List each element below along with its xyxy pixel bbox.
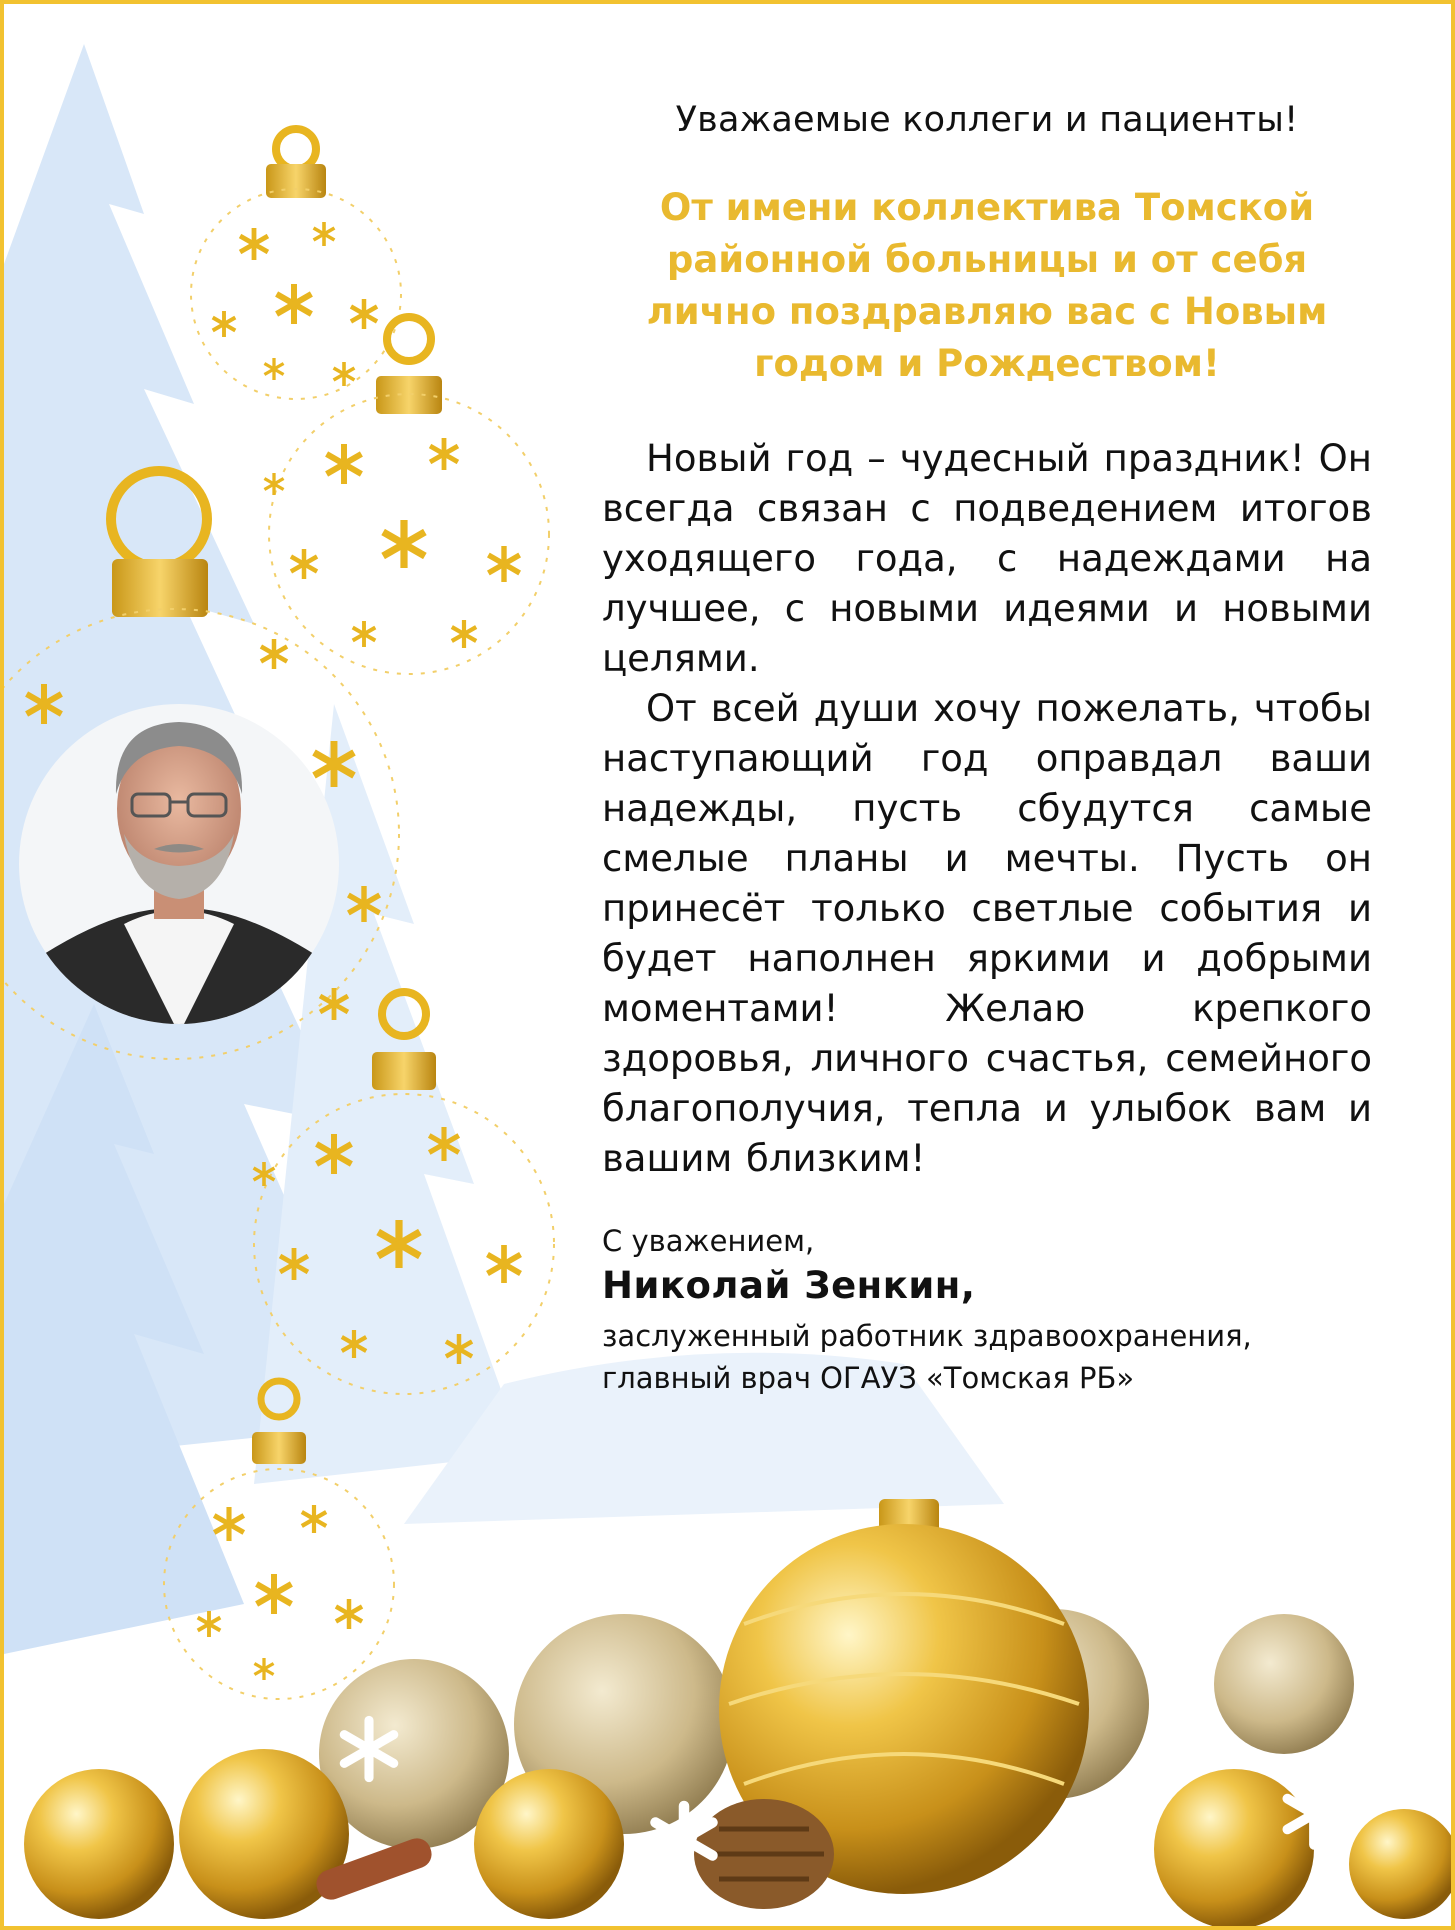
signature-name: Николай Зенкин, [602,1264,976,1307]
signature-title-1: заслуженный работник здравоохранения, [602,1319,1252,1353]
signature-regards: С уважением, [602,1224,815,1258]
paragraph-2: От всей души хочу пожелать, чтобы наступающий год оправдал ваши надежды, пусть сбудутся самые смелые планы и мечты. Пусть он принесёт только светлые события и будет наполнен яркими и добрыми моментами! Желаю крепкого здоровья, личного счастья, семейного благополучия, тепла и улыбок вам и вашим близким! [602,687,1372,1180]
signature-title-2: главный врач ОГАУЗ «Томская РБ» [602,1361,1135,1395]
ornament-top [191,129,401,399]
ornament-second [264,317,549,674]
letter-body [602,434,1372,1184]
paragraph-1: Новый год – чудесный праздник! Он всегда связан с подведением итогов уходящего года, с надеждами на лучшее, с новыми идеями и новыми целями. [602,437,1372,680]
headline: От имени коллектива Томской районной больницы и от себя лично поздравляю вас с Новым годом и Рождеством! [646,186,1328,385]
signature-block [602,1224,1372,1399]
greeting-line: Уважаемые коллеги и пациенты! [675,100,1299,140]
bottom-baubles [24,1499,1451,1926]
letter-text [602,100,1372,1399]
